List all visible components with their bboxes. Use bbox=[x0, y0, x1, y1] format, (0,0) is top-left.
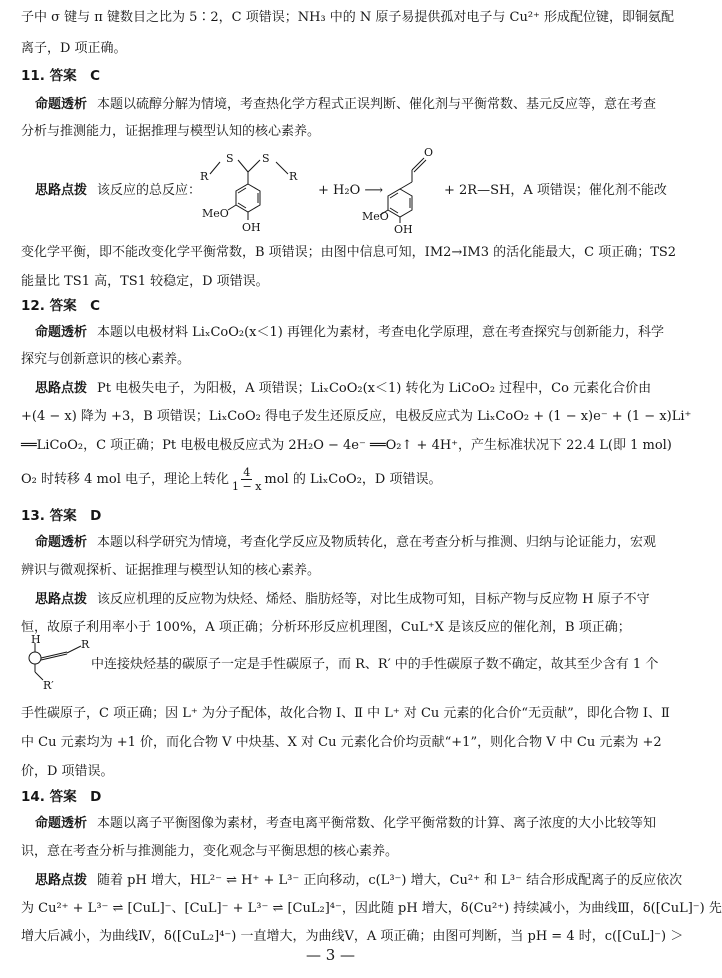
alkyne-fragment-structure bbox=[21, 633, 97, 692]
intro-line-13 bbox=[35, 533, 657, 553]
product-molecule bbox=[362, 142, 440, 234]
solution-label: 思路点拨 bbox=[35, 183, 88, 198]
text-line: 识，意在考查分析与推测能力，变化观念与平衡思想的核心素养。 bbox=[21, 844, 399, 859]
answer-heading-14: 14. 答案 D bbox=[21, 789, 102, 805]
intro-line-11 bbox=[35, 95, 657, 115]
methoxy-label: MeO bbox=[202, 207, 229, 220]
solution-line-12 bbox=[35, 379, 652, 399]
text-line: 为 Cu²⁺ + L³⁻ ⇌ [CuL]⁻、[CuL]⁻ + L³⁻ ⇌ [CuL₂]⁴⁻，因此随 pH 增大，δ(Cu²⁺) 持续减小，为曲线Ⅲ，δ([CuL]⁻) 先 bbox=[21, 901, 722, 916]
text-span: mol 的 LiₓCoO₂，D 项错误。 bbox=[264, 471, 442, 487]
solution-text: Pt 电极失电子，为阳极，A 项错误；LiₓCoO₂(x＜1) 转化为 LiCoO₂ 过程中，Co 元素化合价由 bbox=[97, 381, 652, 396]
text-line: 价，D 项错误。 bbox=[21, 764, 114, 779]
r-group-label: R bbox=[81, 638, 90, 651]
answer-heading-13: 13. 答案 D bbox=[21, 508, 102, 524]
text-line: 探究与创新意识的核心素养。 bbox=[21, 352, 191, 367]
reactant-molecule bbox=[198, 140, 310, 235]
text-line: 能量比 TS1 高，TS1 较稳定，D 项错误。 bbox=[21, 274, 269, 289]
text-line: 手性碳原子，C 项正确；因 L⁺ 为分子配体，故化合物 Ⅰ、Ⅱ 中 L⁺ 对 Cu 元素的化合价“无贡献”，即化合物 Ⅰ、Ⅱ bbox=[21, 706, 670, 721]
solution-line-14 bbox=[35, 871, 683, 891]
text-line: 辨识与微观探析、证据推理与模型认知的核心素养。 bbox=[21, 563, 321, 578]
intro-label: 命题透析 bbox=[35, 97, 88, 112]
intro-label: 命题透析 bbox=[35, 816, 88, 831]
intro-text: 本题以硫醇分解为情境，考查热化学方程式正误判断、催化剂与平衡常数、基元反应等，意在考查 bbox=[97, 97, 657, 112]
sulfur-label: S bbox=[226, 152, 234, 165]
solution-label: 思路点拨 bbox=[35, 873, 88, 888]
text-line: 增大后减小，为曲线Ⅳ，δ([CuL₂]⁴⁻) 一直增大，为曲线Ⅴ，A 项正确；由图可判断，当 pH = 4 时，c([CuL]⁻) ＞ bbox=[21, 929, 684, 944]
text-line: 变化学平衡，即不能改变化学平衡常数，B 项错误；由图中信息可知，IM2→IM3 的活化能最大，C 项正确；TS2 bbox=[21, 245, 677, 260]
text-line: 分析与推测能力，证据推理与模型认知的核心素养。 bbox=[21, 124, 321, 139]
page-number: — 3 — bbox=[305, 946, 356, 964]
solution-text: 随着 pH 增大，HL²⁻ ⇌ H⁺ + L³⁻ 正向移动，c(L³⁻) 增大，Cu²⁺ 和 L³⁻ 结合形成配离子的反应依次 bbox=[97, 873, 683, 888]
text-line: ══LiCoO₂，C 项正确；Pt 电极电极反应式为 2H₂O − 4e⁻ ══O₂↑ + 4H⁺，产生标准状况下 22.4 L(即 1 mol) bbox=[21, 438, 672, 453]
text-line: + 2R—SH，A 项错误；催化剂不能改 bbox=[444, 183, 667, 198]
answer-heading-12: 12. 答案 C bbox=[21, 298, 101, 314]
fraction-denominator: 1 − x bbox=[231, 480, 262, 493]
solution-text: 该反应机理的反应物为炔烃、烯烃、脂肪烃等，对比生成物可知，目标产物与反应物 H 原子不守 bbox=[97, 592, 650, 607]
intro-label: 命题透析 bbox=[35, 325, 88, 340]
oxygen-label: O bbox=[424, 146, 434, 159]
intro-text: 本题以电极材料 LiₓCoO₂(x＜1) 再锂化为素材，考查电化学原理，意在考查探究与创新能力，科学 bbox=[97, 325, 664, 340]
fraction-numerator: 4 bbox=[243, 466, 251, 479]
answer-heading-11: 11. 答案 C bbox=[21, 68, 101, 84]
solution-label: 思路点拨 bbox=[35, 592, 88, 607]
solution-line-13 bbox=[35, 590, 650, 610]
intro-text: 本题以离子平衡图像为素材，考查电离平衡常数、化学平衡常数的计算、离子浓度的大小比较等知 bbox=[97, 816, 657, 831]
intro-line-12 bbox=[35, 323, 664, 343]
intro-label: 命题透析 bbox=[35, 535, 88, 550]
methoxy-label: MeO bbox=[362, 210, 389, 223]
solution-text: 该反应的总反应： bbox=[97, 183, 202, 198]
r-group-label: R bbox=[289, 170, 298, 183]
r-prime-label: R′ bbox=[43, 679, 54, 692]
text-line: 子中 σ 键与 π 键数目之比为 5∶2，C 项错误；NH₃ 中的 N 原子易提供孤对电子与 Cu²⁺ 形成配位键，即铜氨配 bbox=[21, 10, 675, 25]
solution-label: 思路点拨 bbox=[35, 381, 88, 396]
text-line bbox=[21, 466, 645, 493]
text-line: 中 Cu 元素均为 +1 价，而化合物 Ⅴ 中炔基、X 对 Cu 元素化合价均贡献“+1”，则化合物 Ⅴ 中 Cu 元素为 +2 bbox=[21, 735, 662, 750]
hydroxyl-label: OH bbox=[242, 221, 261, 234]
solution-line-11 bbox=[35, 181, 205, 201]
text-line: 离子，D 项正确。 bbox=[21, 41, 127, 56]
fraction bbox=[232, 466, 261, 493]
reaction-arrow-text: + H₂O ⟶ bbox=[318, 183, 383, 198]
text-line: 恒，故原子利用率小于 100%，A 项正确；分析环形反应机理图，CuL⁺X 是该反应的催化剂，B 项正确； bbox=[21, 620, 631, 635]
hydrogen-label: H bbox=[31, 633, 41, 646]
text-line: 中连接炔烃基的碳原子一定是手性碳原子，而 R、R′ 中的手性碳原子数不确定，故其至少含有 1 个 bbox=[91, 657, 659, 672]
hydroxyl-label: OH bbox=[394, 223, 413, 236]
intro-line-14 bbox=[35, 814, 657, 834]
text-span: O₂ 时转移 4 mol 电子，理论上转化 bbox=[21, 471, 229, 487]
text-line: +(4 − x) 降为 +3，B 项错误；LiₓCoO₂ 得电子发生还原反应，电极反应式为 LiₓCoO₂ + (1 − x)e⁻ + (1 − x)Li⁺ bbox=[21, 409, 692, 424]
intro-text: 本题以科学研究为情境，考查化学反应及物质转化，意在考查分析与推测、归纳与论证能力，宏观 bbox=[97, 535, 657, 550]
sulfur-label: S bbox=[262, 152, 270, 165]
r-group-label: R bbox=[200, 170, 209, 183]
